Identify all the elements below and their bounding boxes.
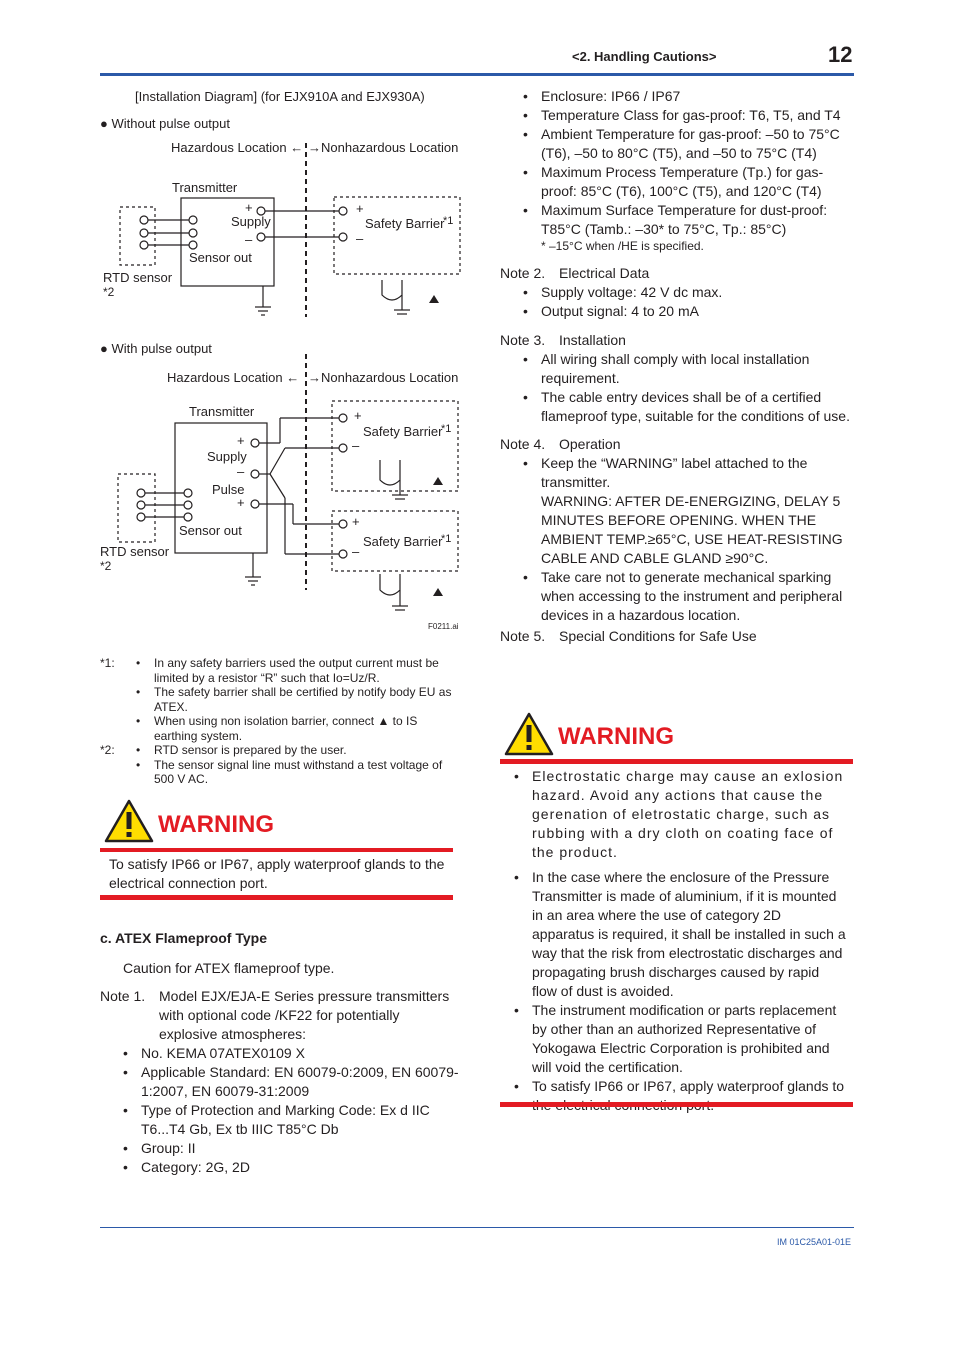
- note4: Note 4. Operation: [500, 436, 621, 452]
- hazardous-label-2: Hazardous Location ←: [167, 370, 300, 385]
- note2: Note 2. Electrical Data: [500, 265, 650, 281]
- svg-text:–: –: [245, 232, 253, 247]
- footer-rule: [100, 1227, 854, 1228]
- svg-text:–: –: [352, 438, 360, 453]
- footnotes: *1: • In any safety barriers used the output current must be limited by a resistor “R” such that Io=Uz/R. • The safety barrier shall be certified by notify body EU as ATEX. • When using non isolation barrier, connect ▲ to IS earthing system. *2: • RTD sensor is prepared by the user. • The sensor signal line must withstand a test voltage of 500 V AC.: [100, 656, 458, 787]
- nonhazardous-label-1: →Nonhazardous Location: [308, 140, 459, 155]
- transmitter-label: Transmitter: [172, 180, 238, 195]
- svg-text:*2: *2: [100, 559, 112, 573]
- warning-title-2: WARNING: [558, 723, 674, 750]
- warning-triangle-icon: [504, 712, 554, 756]
- header-rule: [100, 73, 854, 76]
- svg-text:RTD sensor: RTD sensor: [100, 544, 170, 559]
- svg-text:Supply: Supply: [231, 214, 271, 229]
- document-id: IM 01C25A01-01E: [777, 1237, 852, 1247]
- svg-text:*1: *1: [441, 423, 452, 435]
- svg-text:Safety Barrier: Safety Barrier: [365, 216, 445, 231]
- caution-text: Caution for ATEX flameproof type.: [123, 960, 335, 976]
- svg-text:+: +: [245, 200, 253, 215]
- svg-text:*1: *1: [443, 215, 454, 227]
- warning-text-1: To satisfy IP66 or IP67, apply waterproof glands to the electrical connection port.: [109, 856, 445, 891]
- svg-text:*2: *2: [103, 285, 115, 299]
- svg-text:–: –: [356, 231, 364, 246]
- nonhazardous-label-2: →Nonhazardous Location: [308, 370, 459, 385]
- svg-text:Safety Barrier: Safety Barrier: [363, 424, 443, 439]
- svg-text:–: –: [352, 544, 360, 559]
- with-pulse-label: ● With pulse output: [100, 341, 212, 356]
- diagram-title: [Installation Diagram] (for EJX910A and EJX930A): [135, 89, 425, 104]
- svg-text:Pulse: Pulse: [212, 482, 245, 497]
- svg-text:*1: *1: [441, 533, 452, 545]
- svg-text:+: +: [354, 408, 362, 423]
- svg-text:RTD sensor: RTD sensor: [103, 270, 173, 285]
- asterisk-note: * –15°C when /HE is specified.: [541, 239, 704, 253]
- svg-text:–: –: [237, 464, 245, 479]
- warning-title-1: WARNING: [158, 811, 274, 838]
- note5: Note 5. Special Conditions for Safe Use: [500, 628, 757, 644]
- page-number: 12: [828, 42, 853, 67]
- warning-triangle-icon: [104, 799, 154, 843]
- warning-list-2: • Electrostatic charge may cause an exlosion hazard. Avoid any actions that cause the gerenation of eletrostatic charge, such as rubbing with a dry cloth on coating face of the product. • In the case where the enclosure of the Pressure Transmitter is made of aluminium, if it is mounted in an area where the use of category 2D apparatus is required, it shall be installed in such a way that the risk from electrostatic discharges and propagating brush discharges caused by rapid flow of dust is avoided. • The instrument modification or parts replacement by other than an authorized Representative of Yokogawa Electric Corporation is prohibited and will void the certification. • To satisfy IP66 or IP67, apply waterproof glands to: [514, 767, 846, 1115]
- svg-text:F0211.ai: F0211.ai: [428, 622, 459, 631]
- installation-diagram-without-pulse: [95, 135, 470, 325]
- installation-diagram-with-pulse: [95, 352, 470, 637]
- warning-bar-bottom-2: [500, 1102, 853, 1107]
- svg-text:Supply: Supply: [207, 449, 247, 464]
- svg-text:+: +: [352, 514, 360, 529]
- svg-text:Sensor out: Sensor out: [189, 250, 252, 265]
- right-column: • Enclosure: IP66 / IP67 • Temperature Class for gas-proof: T6, T5, and T4 • Ambient Temperature for gas-proof: –50 to 75°C (T6), –50 to 80°C (T5), and –50 to 75°C (T4) • Maximum Process Temperature (Tp.) for gas-proof: 85°C (T6), 100°C (T5), and 120°C (T4) • Maximum Surface Temperature for dust-proof: T85°C (Tamb.: –30* to 75°C, Tp.: 85°C) * –15°C when /HE is specified. Note 2. Electrical Data • Supply voltage: 42 V dc max. • Output signal: 4 to 20 mA Note 3. Installation • All wiring shall comply with local installation requirement. • The cable entry devices shall be of a certified flameproof type, suitable for the conditions of use. Note 4. Operation • Keep the “WARNING” label attached to the transmitter. WARNING: AFTER DE-ENERGIZING, DELAY 5 MINUTES BEFORE OPENING. WHEN THE AMBIENT TEMP.≥65°C, USE HEAT-RESISTING CABLE AND CABLE GLAND ≥90°C. • Take care not to generate mechanical sparking when accessing to the instrument and peripheral devices in a hazardous location. Note 5. Special Conditions for Safe Use: [500, 87, 852, 646]
- svg-text:+: +: [237, 495, 245, 510]
- svg-text:+: +: [356, 201, 364, 216]
- hazardous-label-1: Hazardous Location ←: [171, 140, 304, 155]
- warning-bar-top-1: [100, 848, 453, 852]
- warning-bar-bottom-1: [100, 895, 453, 900]
- svg-text:Safety Barrier: Safety Barrier: [363, 534, 443, 549]
- svg-text:+: +: [237, 433, 245, 448]
- warning-bar-top-2: [500, 759, 853, 764]
- note3: Note 3. Installation: [500, 332, 626, 348]
- svg-text:Sensor out: Sensor out: [179, 523, 242, 538]
- section-header: <2. Handling Cautions>: [572, 49, 717, 64]
- without-pulse-label: ● Without pulse output: [100, 116, 230, 131]
- section-c-heading: c. ATEX Flameproof Type: [100, 930, 267, 946]
- svg-text:Transmitter: Transmitter: [189, 404, 255, 419]
- note1: Note 1. Model EJX/EJA-E Series pressure transmitters with optional code /KF22 for potentially explosive atmospheres: • No. KEMA 07ATEX0109 X • Applicable Standard: EN 60079-0:2009, EN 60079-1:2007, EN 60079-31:2009 • Type of Protection and Marking Code: Ex d IIC T6...T4 Gb, Ex tb IIIC T85°C Db • Group: II • Category: 2G, 2D: [100, 987, 460, 1177]
